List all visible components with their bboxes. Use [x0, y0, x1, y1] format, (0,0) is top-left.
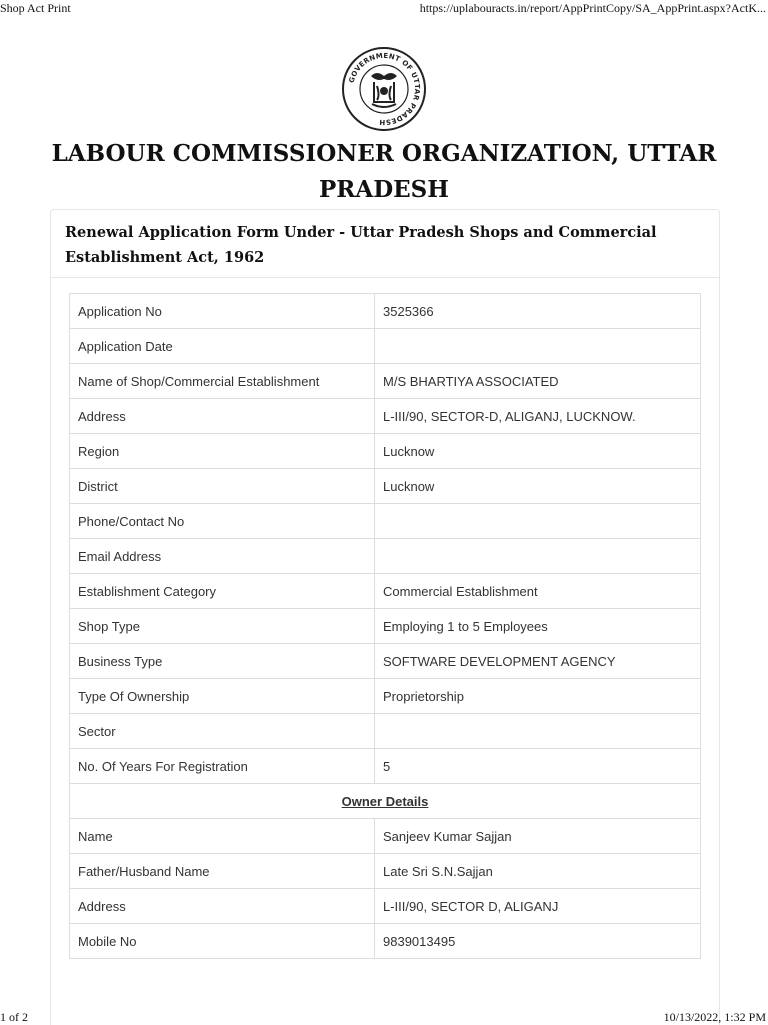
row-label: District: [70, 469, 375, 504]
table-row: [70, 329, 701, 364]
row-label: Name of Shop/Commercial Establishment: [70, 364, 375, 399]
print-timestamp: 10/13/2022, 1:32 PM: [663, 1010, 766, 1024]
table-row: [70, 434, 701, 469]
row-value: SOFTWARE DEVELOPMENT AGENCY: [375, 644, 701, 679]
row-label: Business Type: [70, 644, 375, 679]
government-of-uttar-pradesh-emblem-icon: [341, 46, 427, 132]
table-row: [70, 889, 701, 924]
table-row: [70, 714, 701, 749]
table-row: [70, 644, 701, 679]
row-value: Proprietorship: [375, 679, 701, 714]
row-value: 3525366: [375, 294, 701, 329]
row-label: Mobile No: [70, 924, 375, 959]
row-value: Lucknow: [375, 434, 701, 469]
table-row: [70, 679, 701, 714]
row-value: [375, 714, 701, 749]
table-row: [70, 854, 701, 889]
table-row: [70, 924, 701, 959]
row-value: Late Sri S.N.Sajjan: [375, 854, 701, 889]
row-label: Email Address: [70, 539, 375, 574]
row-value: 9839013495: [375, 924, 701, 959]
print-page-url: https://uplabouracts.in/report/AppPrintCopy/SA_AppPrint.aspx?ActK...: [419, 1, 766, 15]
row-value: Sanjeev Kumar Sajjan: [375, 819, 701, 854]
organization-title: LABOUR COMMISSIONER ORGANIZATION, UTTAR PRADESH: [51, 140, 717, 203]
row-label: Shop Type: [70, 609, 375, 644]
row-label: Type Of Ownership: [70, 679, 375, 714]
owner-details-heading-row: [70, 784, 701, 819]
table-row: [70, 399, 701, 434]
row-label: Father/Husband Name: [70, 854, 375, 889]
row-label: Sector: [70, 714, 375, 749]
row-label: Phone/Contact No: [70, 504, 375, 539]
row-label: Address: [70, 399, 375, 434]
form-title: Renewal Application Form Under - Uttar Pradesh Shops and Commercial Establishment Act, 1962: [65, 224, 657, 266]
row-value: [375, 504, 701, 539]
row-value: [375, 329, 701, 364]
table-row: [70, 504, 701, 539]
table-row: [70, 539, 701, 574]
table-row: [70, 574, 701, 609]
svg-text:GOVERNMENT OF UTTAR PRADESH: GOVERNMENT OF UTTAR PRADESH: [347, 51, 422, 127]
row-value: Commercial Establishment: [375, 574, 701, 609]
print-page-title: Shop Act Print: [0, 1, 71, 15]
owner-details-heading: Owner Details: [70, 784, 701, 819]
row-label: Region: [70, 434, 375, 469]
row-label: Application Date: [70, 329, 375, 364]
row-label: Name: [70, 819, 375, 854]
row-label: No. Of Years For Registration: [70, 749, 375, 784]
row-value: [375, 539, 701, 574]
row-value: M/S BHARTIYA ASSOCIATED: [375, 364, 701, 399]
print-footer: [0, 1008, 768, 1024]
table-row: [70, 749, 701, 784]
row-value: 5: [375, 749, 701, 784]
table-row: [70, 294, 701, 329]
row-value: Employing 1 to 5 Employees: [375, 609, 701, 644]
application-card: [50, 209, 720, 1025]
row-label: Application No: [70, 294, 375, 329]
application-details-table: [69, 293, 701, 959]
row-value: L-III/90, SECTOR D, ALIGANJ: [375, 889, 701, 924]
row-value: L-III/90, SECTOR-D, ALIGANJ, LUCKNOW.: [375, 399, 701, 434]
row-value: Lucknow: [375, 469, 701, 504]
card-header: [51, 210, 719, 278]
row-label: Establishment Category: [70, 574, 375, 609]
print-header: [0, 0, 768, 18]
page-number: 1 of 2: [0, 1010, 28, 1024]
row-label: Address: [70, 889, 375, 924]
table-row: [70, 819, 701, 854]
table-row: [70, 469, 701, 504]
table-row: [70, 609, 701, 644]
table-row: [70, 364, 701, 399]
